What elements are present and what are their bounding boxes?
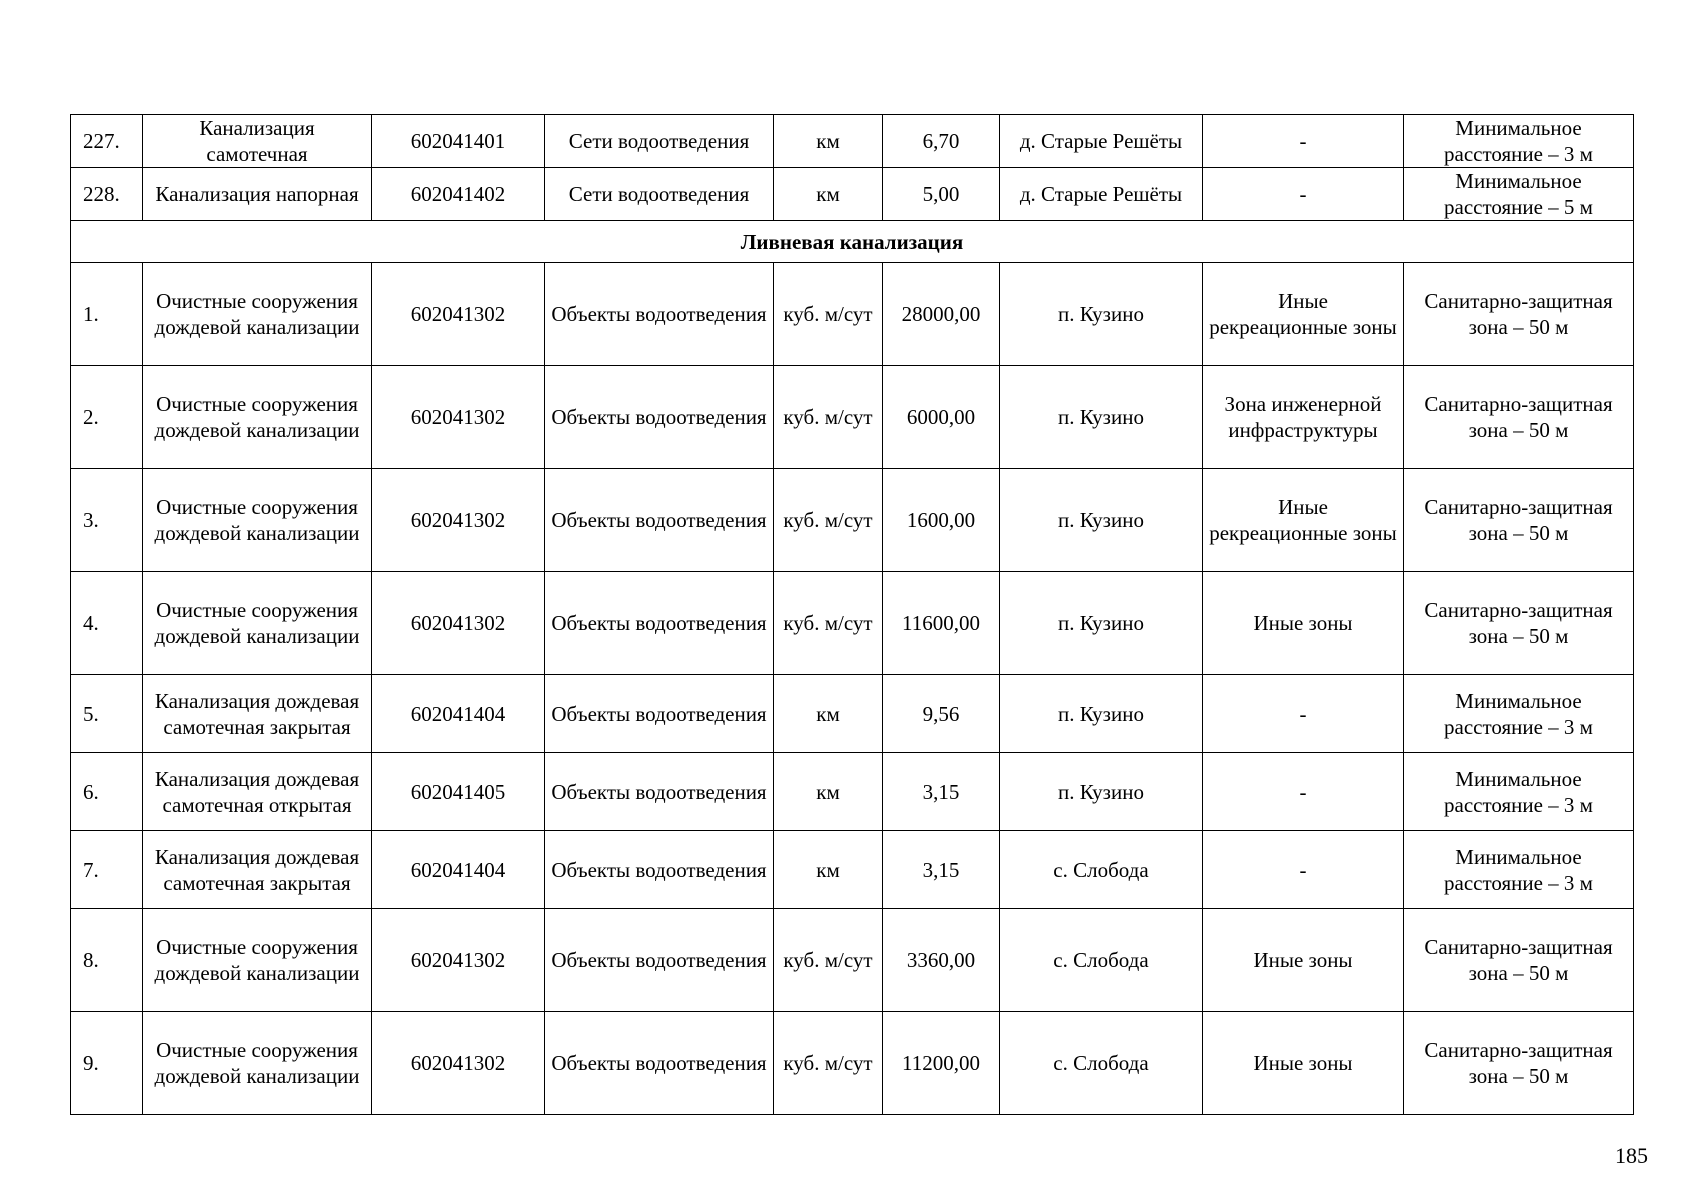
section-title: Ливневая канализация [71, 221, 1634, 263]
object-code-cell: 602041302 [372, 1012, 545, 1115]
object-purpose-cell: Объекты водоотведения [545, 572, 774, 675]
restriction-zone-cell: Минимальное расстояние – 3 м [1404, 675, 1634, 753]
restriction-zone-cell: Минимальное расстояние – 3 м [1404, 831, 1634, 909]
row-number-cell: 228. [71, 168, 143, 221]
functional-zone-cell: - [1203, 115, 1404, 168]
capacity-value-cell: 11200,00 [883, 1012, 1000, 1115]
functional-zone-cell: Иные рекреационные зоны [1203, 263, 1404, 366]
unit-cell: куб. м/сут [774, 909, 883, 1012]
table-row [71, 675, 1634, 753]
unit-cell: км [774, 168, 883, 221]
object-name-cell: Очистные сооружения дождевой канализации [143, 366, 372, 469]
location-cell: д. Старые Решёты [1000, 115, 1203, 168]
object-code-cell: 602041302 [372, 909, 545, 1012]
object-purpose-cell: Объекты водоотведения [545, 469, 774, 572]
restriction-zone-cell: Санитарно-защитная зона – 50 м [1404, 366, 1634, 469]
facilities-table [70, 114, 1634, 1115]
restriction-zone-cell: Санитарно-защитная зона – 50 м [1404, 263, 1634, 366]
table-row [71, 263, 1634, 366]
object-purpose-cell: Объекты водоотведения [545, 263, 774, 366]
table-row [71, 366, 1634, 469]
functional-zone-cell: - [1203, 168, 1404, 221]
object-name-cell: Канализация дождевая самотечная закрытая [143, 675, 372, 753]
object-purpose-cell: Объекты водоотведения [545, 831, 774, 909]
object-name-cell: Очистные сооружения дождевой канализации [143, 909, 372, 1012]
location-cell: п. Кузино [1000, 675, 1203, 753]
object-code-cell: 602041402 [372, 168, 545, 221]
row-number-cell: 3. [71, 469, 143, 572]
functional-zone-cell: Иные зоны [1203, 1012, 1404, 1115]
row-number-cell: 6. [71, 753, 143, 831]
functional-zone-cell: Зона инженерной инфраструктуры [1203, 366, 1404, 469]
object-name-cell: Канализация дождевая самотечная закрытая [143, 831, 372, 909]
row-number-cell: 9. [71, 1012, 143, 1115]
object-name-cell: Очистные сооружения дождевой канализации [143, 1012, 372, 1115]
object-purpose-cell: Объекты водоотведения [545, 1012, 774, 1115]
page-number: 185 [1615, 1143, 1648, 1168]
table-row [71, 909, 1634, 1012]
capacity-value-cell: 3360,00 [883, 909, 1000, 1012]
capacity-value-cell: 3,15 [883, 831, 1000, 909]
unit-cell: куб. м/сут [774, 366, 883, 469]
object-name-cell: Канализация дождевая самотечная открытая [143, 753, 372, 831]
location-cell: п. Кузино [1000, 263, 1203, 366]
functional-zone-cell: - [1203, 753, 1404, 831]
unit-cell: км [774, 675, 883, 753]
functional-zone-cell: - [1203, 675, 1404, 753]
location-cell: с. Слобода [1000, 1012, 1203, 1115]
capacity-value-cell: 3,15 [883, 753, 1000, 831]
restriction-zone-cell: Минимальное расстояние – 3 м [1404, 115, 1634, 168]
unit-cell: куб. м/сут [774, 1012, 883, 1115]
section-header-row [71, 221, 1634, 263]
functional-zone-cell: Иные рекреационные зоны [1203, 469, 1404, 572]
functional-zone-cell: - [1203, 831, 1404, 909]
table-row [71, 469, 1634, 572]
row-number-cell: 227. [71, 115, 143, 168]
object-purpose-cell: Объекты водоотведения [545, 753, 774, 831]
table-row [71, 831, 1634, 909]
table-row [71, 1012, 1634, 1115]
row-number-cell: 4. [71, 572, 143, 675]
object-code-cell: 602041302 [372, 572, 545, 675]
row-number-cell: 1. [71, 263, 143, 366]
unit-cell: куб. м/сут [774, 469, 883, 572]
table-row [71, 115, 1634, 168]
object-code-cell: 602041302 [372, 469, 545, 572]
restriction-zone-cell: Санитарно-защитная зона – 50 м [1404, 572, 1634, 675]
restriction-zone-cell: Санитарно-защитная зона – 50 м [1404, 1012, 1634, 1115]
restriction-zone-cell: Санитарно-защитная зона – 50 м [1404, 469, 1634, 572]
restriction-zone-cell: Минимальное расстояние – 5 м [1404, 168, 1634, 221]
table-row [71, 168, 1634, 221]
capacity-value-cell: 11600,00 [883, 572, 1000, 675]
row-number-cell: 5. [71, 675, 143, 753]
object-name-cell: Канализация самотечная [143, 115, 372, 168]
object-code-cell: 602041404 [372, 675, 545, 753]
object-code-cell: 602041302 [372, 366, 545, 469]
object-purpose-cell: Объекты водоотведения [545, 909, 774, 1012]
object-code-cell: 602041401 [372, 115, 545, 168]
object-purpose-cell: Сети водоотведения [545, 115, 774, 168]
object-name-cell: Очистные сооружения дождевой канализации [143, 469, 372, 572]
object-code-cell: 602041404 [372, 831, 545, 909]
object-purpose-cell: Объекты водоотведения [545, 675, 774, 753]
row-number-cell: 8. [71, 909, 143, 1012]
capacity-value-cell: 1600,00 [883, 469, 1000, 572]
location-cell: п. Кузино [1000, 469, 1203, 572]
table-row [71, 753, 1634, 831]
capacity-value-cell: 5,00 [883, 168, 1000, 221]
unit-cell: куб. м/сут [774, 572, 883, 675]
location-cell: с. Слобода [1000, 909, 1203, 1012]
unit-cell: куб. м/сут [774, 263, 883, 366]
location-cell: п. Кузино [1000, 366, 1203, 469]
object-purpose-cell: Объекты водоотведения [545, 366, 774, 469]
table-row [71, 572, 1634, 675]
capacity-value-cell: 6,70 [883, 115, 1000, 168]
capacity-value-cell: 28000,00 [883, 263, 1000, 366]
functional-zone-cell: Иные зоны [1203, 572, 1404, 675]
restriction-zone-cell: Санитарно-защитная зона – 50 м [1404, 909, 1634, 1012]
unit-cell: км [774, 831, 883, 909]
row-number-cell: 7. [71, 831, 143, 909]
functional-zone-cell: Иные зоны [1203, 909, 1404, 1012]
object-name-cell: Канализация напорная [143, 168, 372, 221]
location-cell: д. Старые Решёты [1000, 168, 1203, 221]
location-cell: п. Кузино [1000, 753, 1203, 831]
row-number-cell: 2. [71, 366, 143, 469]
unit-cell: км [774, 753, 883, 831]
table-body [71, 115, 1634, 1115]
unit-cell: км [774, 115, 883, 168]
object-code-cell: 602041405 [372, 753, 545, 831]
object-name-cell: Очистные сооружения дождевой канализации [143, 263, 372, 366]
capacity-value-cell: 6000,00 [883, 366, 1000, 469]
location-cell: п. Кузино [1000, 572, 1203, 675]
location-cell: с. Слобода [1000, 831, 1203, 909]
capacity-value-cell: 9,56 [883, 675, 1000, 753]
object-name-cell: Очистные сооружения дождевой канализации [143, 572, 372, 675]
object-purpose-cell: Сети водоотведения [545, 168, 774, 221]
restriction-zone-cell: Минимальное расстояние – 3 м [1404, 753, 1634, 831]
object-code-cell: 602041302 [372, 263, 545, 366]
